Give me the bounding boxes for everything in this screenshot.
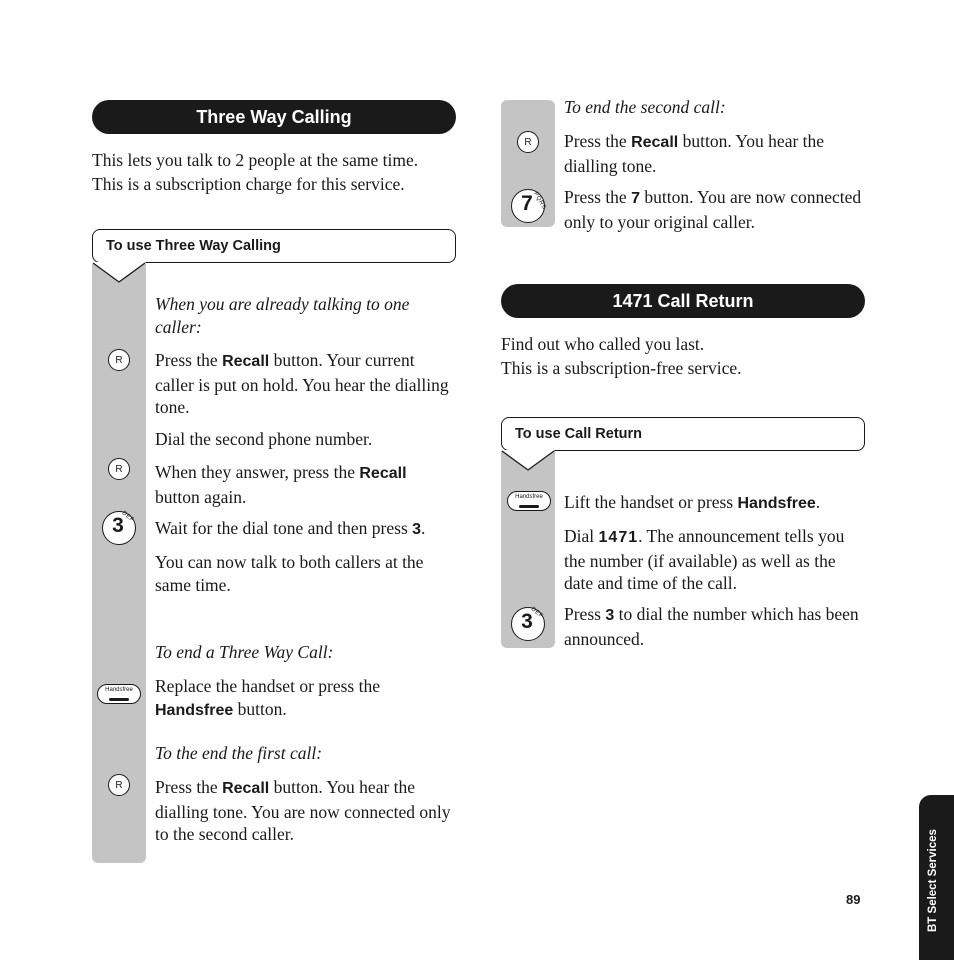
call-return-intro: Find out who called you last. This is a subscription-free service. (501, 334, 742, 378)
step-press-recall-first: Press the Recall button. You hear the dialling tone. You are now connected only to the second caller. (155, 777, 451, 844)
step-press-3-announced: Press 3 to dial the number which has been announced. (564, 604, 859, 649)
key-7-icon: 7 PQRS (511, 189, 545, 223)
section-heading-call-return: 1471 Call Return (501, 284, 865, 318)
recall-key-icon: R (517, 131, 539, 153)
step-talk-both: You can now talk to both callers at the same time. (155, 552, 424, 595)
key-7-letters: PQRS (532, 191, 547, 211)
key-3-icon: 3 DEF (102, 511, 136, 545)
step-press-recall-hold: Press the Recall button. Your current caller is put on hold. You hear the dialling tone. (155, 350, 449, 417)
step-lift-handset: Lift the handset or press Handsfree. (564, 492, 821, 512)
heading-end-three-way: To end a Three Way Call: (155, 642, 334, 662)
recall-key-icon: R (108, 349, 130, 371)
box-pointer-three-way (92, 262, 148, 286)
key-3-icon: 3 DEF (511, 607, 545, 641)
side-tab-label: BT Select Services (927, 829, 939, 932)
step-press-recall-again: When they answer, press the Recall button again. (155, 462, 407, 507)
handsfree-key-icon: Handsfree (97, 684, 141, 704)
heading-end-second-call: To end the second call: (564, 97, 726, 117)
step-dial-second-number: Dial the second phone number. (155, 429, 373, 449)
section-heading-three-way-calling: Three Way Calling (92, 100, 456, 134)
key-3-letters: DEF (120, 510, 135, 524)
step-dial-1471: Dial 1471. The announcement tells you the number (if available) as well as the date and time of the call. (564, 526, 845, 593)
step-press-3: Wait for the dial tone and then press 3. (155, 518, 426, 538)
handsfree-key-icon: Handsfree (507, 491, 551, 511)
step-already-talking: When you are already talking to one caller: (155, 294, 410, 337)
box-header-three-way: To use Three Way Calling (92, 229, 456, 263)
key-3-letters: DEF (529, 606, 544, 620)
step-press-7: Press the 7 button. You are now connected only to your original caller. (564, 187, 862, 232)
recall-key-icon: R (108, 458, 130, 480)
three-way-intro: This lets you talk to 2 people at the same time. This is a subscription charge for this service. (92, 150, 419, 194)
step-press-recall-second: Press the Recall button. You hear the dialling tone. (564, 131, 825, 176)
box-header-call-return: To use Call Return (501, 417, 865, 451)
step-replace-handset: Replace the handset or press the Handsfree button. (155, 676, 380, 719)
box-pointer-call-return (501, 450, 557, 474)
heading-end-first-call: To the end the first call: (155, 743, 323, 763)
recall-key-icon: R (108, 774, 130, 796)
page-number: 89 (846, 892, 861, 907)
